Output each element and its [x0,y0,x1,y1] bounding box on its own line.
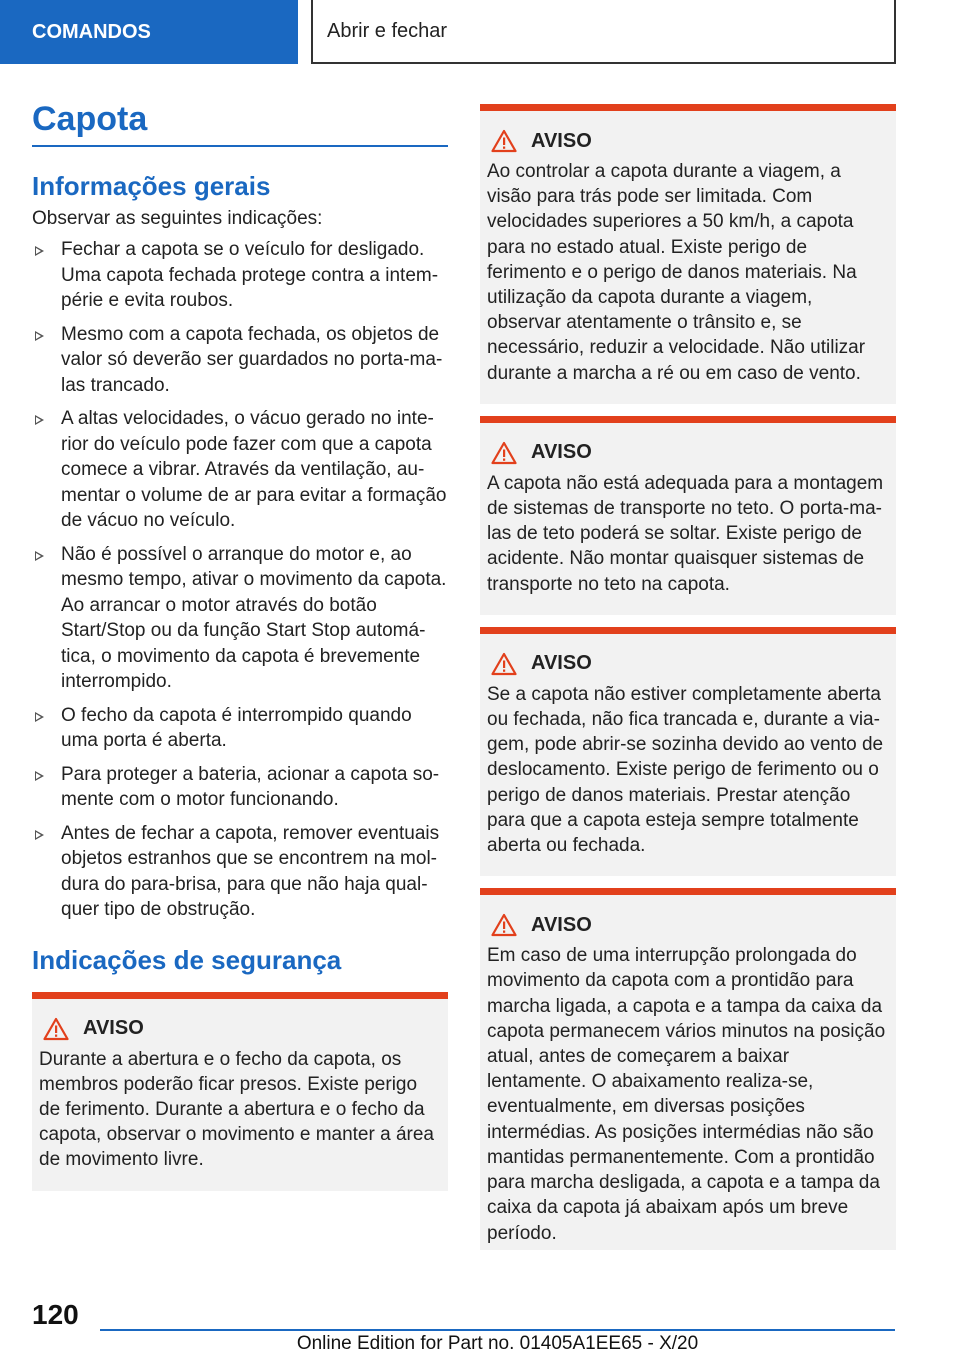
warning-text: Durante a abertura e o fecho da capota, os membros poderão ficar presos. Existe perigo de ferimento. Durante a abertura e o fecho da capota, observar o movimento e manter a área de movimento livre. [39,1048,434,1171]
warning-box [480,888,896,1249]
warning-title: AVISO [531,129,592,152]
list-item: Não é possível o arranque do motor e, ao mesmo tempo, ativar o movimento da capota. Ao arrancar o motor através do botão Start/Stop ou da função Start Stop automática, o movimento da capota é brevemente interrompido. [32,542,448,695]
warning-triangle-icon [491,441,517,465]
bullet-triangle-icon [35,771,44,781]
list-item: Para proteger a bateria, acionar a capota somente com o motor funcionando. [32,762,448,813]
warning-box [32,992,448,1191]
bullet-triangle-icon [35,712,44,722]
list-item: A altas velocidades, o vácuo gerado no interior do veículo pode fazer com que a capota comece a vibrar. Através da ventilação, aumentar o volume de ar para evitar a formação de vácuo no veículo. [32,406,448,534]
left-column [32,100,448,1191]
right-column [480,104,896,1250]
warning-box [480,416,896,615]
warning-title: AVISO [531,913,592,936]
list-item: O fecho da capota é interrompido quando uma porta é aberta. [32,703,448,754]
general-intro: Observar as seguintes indicações: [32,208,323,229]
warning-text: A capota não está adequada para a montagem de sistemas de transporte no teto. O porta-malas de teto poderá se soltar. Existe perigo de acidente. Não montar quaisquer sistemas de transporte no teto na capota. [487,472,884,595]
section-tab: COMANDOS [0,0,298,64]
bullet-triangle-icon [35,331,44,341]
warning-text: Em caso de uma interrupção prolongada do movimento da capota com a prontidão para marcha ligada, a capota e a tampa da caixa da capota permanecem vários minutos na posição atual, antes de começarem a baixar lentamente. O abaixamento realiza-se, eventualmente, em diversas posições intermédias. As posições intermédias não são mantidas permanentemente. Com a prontidão para marcha desligada, a capota e a tampa da caixa da capota já abaixam após um breve período. [487,945,886,1244]
warning-triangle-icon [491,129,517,153]
general-list [32,237,448,923]
page-number: 120 [32,1299,79,1330]
list-item: Fechar a capota se o veículo for desligado. Uma capota fechada protege contra a intempérie e evita roubos. [32,237,448,314]
warning-box [480,627,896,876]
warning-title: AVISO [83,1017,144,1039]
warning-text: Ao controlar a capota durante a viagem, a visão para trás pode ser limitada. Com velocidades superiores a 50 km/h, a capota para no estado atual. Existe perigo de ferimento e o perigo de danos materiais. Na utilização da capota durante a viagem, observar atentamente o trânsito e, se necessário, reduzir a velocidade. Não utilizar durante a marcha a ré ou em caso de vento. [487,161,866,384]
bullet-triangle-icon [35,246,44,256]
footer-divider [100,1329,895,1331]
bullet-triangle-icon [35,415,44,425]
page-title: Capota [32,100,448,147]
bullet-triangle-icon [35,830,44,840]
list-item: Mesmo com a capota fechada, os objetos de valor só deverão ser guardados no porta-malas trancado. [32,322,448,399]
warning-box [480,104,896,404]
warning-triangle-icon [43,1017,69,1041]
warning-title: AVISO [531,441,592,464]
warning-text: Se a capota não estiver completamente aberta ou fechada, não fica trancada e, durante a viagem, pode abrir-se sozinha devido ao vento de deslocamento. Existe perigo de ferimento ou o perigo de danos materiais. Prestar atenção para que a capota esteja sempre totalmente aberta ou fechada. [487,683,884,857]
warning-triangle-icon [491,652,517,676]
warning-triangle-icon [491,913,517,937]
list-item: Antes de fechar a capota, remover eventuais objetos estranhos que se encontrem na moldura do para-brisa, para que não haja qualquer tipo de obstrução. [32,821,448,923]
bullet-triangle-icon [35,551,44,561]
footer-edition: Online Edition for Part no. 01405A1EE65 - X/20 [296,1333,699,1354]
general-heading: Informações gerais [32,171,271,201]
warning-title: AVISO [531,652,592,675]
subsection-header: Abrir e fechar [311,0,896,64]
safety-heading: Indicações de segurança [32,944,342,975]
